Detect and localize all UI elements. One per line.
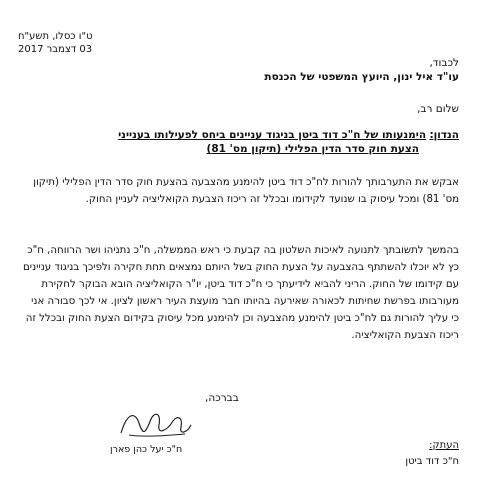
subject-label: הנדון: [429,129,459,141]
signer-name: ח"כ יעל כהן פארן [110,444,183,455]
recipient-salutation: לכבוד, [429,57,459,69]
subject-line-2: הצעת חוק סדר הדין הפלילי (תיקון מס' 81) [206,143,419,155]
subject-block [19,128,459,156]
paragraph-2-text: בהמשך לתשובתך לתנועה לאיכות השלטון בה קבעת כי ראש הממשלה, ח"כ נתניהו ושר הרווחה, ח"כ כץ לא יוכלו להשתתף בהצבעה על הצעת החוק בשל היותם נמצאים תחת חקירה ולפיכך בניגוד עניינים עם קידומו של החוק. הריני להביא לידיעתך כי ח"כ דוד ביטן, יו"ר הקואליציה הובא הבוקר לחקירת מעורבותו בפרשת שחיתות לכאורה שאירעה בהיותו חבר מועצת העיר ראשון לציון. אי לכך סבורה אני כי עליך להורות גם לח"כ ביטן להימנע מהצבעה וכן להימנע מכל עיסוק בקידום הצעת החוק ובכלל זה ריכוז הצבעת הקואליציה. [23,245,459,341]
closing: בברכה, [205,392,239,404]
gregorian-date: 03 דצמבר 2017 [18,44,93,55]
recipient-block [264,56,459,84]
paragraph-1-text: אבקש את התערבותך להורות לח"כ דוד ביטן להימנע מהצבעה בהצעת חוק סדר הדין הפלילי (תיקון מס' 81) ומכל עיסוק בו שנועד לקידומו ובכלל זה ריכוז הצבעת הקואליציה לעניין החוק. [33,177,459,205]
subject-line-1: הימנעותו של ח"כ דוד ביטן בניגוד עניינים ביחס לפעילותו בענייני [118,129,427,141]
greeting: שלום רב, [417,103,459,115]
body-paragraph-2 [21,242,459,344]
cc-label: העתק: [429,440,459,451]
body-paragraph-1 [21,174,459,208]
hebrew-date: ט"ו כסלו, תשע"ח [18,31,93,42]
recipient-name: עו"ד איל ינון, היועץ המשפטי של הכנסת [264,71,459,83]
handwritten-signature [115,405,195,441]
cc-name: ח"כ דוד ביטן [405,456,459,467]
date-block [18,30,138,56]
